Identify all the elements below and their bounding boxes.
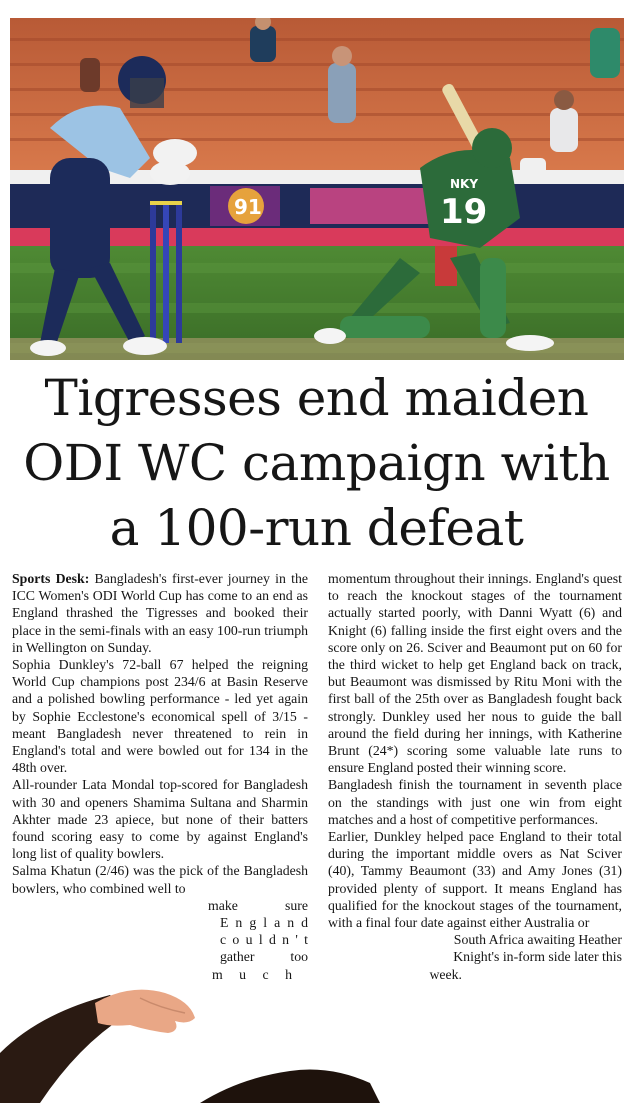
article-column-right bbox=[328, 570, 622, 983]
paragraph-2: Sophia Dunkley's 72-ball 67 helped the reigning World Cup champions post 234/6 at Basin Reserve and a polished bowling performance - led yet again by Sophie Ecclestone's economical spell of 3/15 - meant Bangladesh never threatened to rein in England's total and were bowled out for 134 in the 48th over. bbox=[12, 657, 308, 776]
paragraph-3: All-rounder Lata Mondal top-scored for Bangladesh with 30 and openers Shamima Sultana and Sharmin Akhter made 23 apiece, but none of their batters found scoring easy to come by against England's long list of quality bowlers. bbox=[12, 777, 308, 862]
wrap-line-5: m u c h bbox=[212, 966, 292, 982]
svg-text:19: 19 bbox=[440, 192, 488, 232]
dark-hand bbox=[200, 1070, 380, 1104]
paragraph-6: Bangladesh finish the tournament in seventh place on the standings with just one win from eight matches and a host of competitive performances. bbox=[328, 777, 622, 827]
paragraph-5: momentum throughout their innings. England's quest to reach the knockout stages of the tournament actually started poorly, with Danni Wyatt (6) and Knight (6) falling inside the first eight overs and the score only on 26. Sciver and Beaumont put on 60 for the third wicket to help get England back on track, but Beaumont was dismissed by Ritu Moni with the first ball of the 25th over as Bangladesh fought back strongly. Dunkley used her nous to guide the ball around the field during her innings, with Katherine Brunt (24*) scoring some valuable late runs to ensure England posted their winning score. bbox=[328, 571, 622, 776]
wrap-line-7: Knight's in-form side later this bbox=[453, 949, 622, 965]
wrap-line-6: South Africa awaiting Heather bbox=[453, 932, 622, 948]
headline bbox=[0, 366, 633, 561]
wrap-line-3: c o u l d n ' t bbox=[220, 932, 308, 948]
reaching-hands-illustration bbox=[0, 983, 633, 1103]
paragraph-1 bbox=[12, 570, 308, 656]
svg-text:91: 91 bbox=[234, 195, 262, 219]
article-column-left bbox=[12, 570, 308, 983]
headline-line-1: Tigresses end maiden bbox=[44, 369, 589, 427]
dateline: Sports Desk: bbox=[12, 571, 90, 586]
cricket-photo-illustration bbox=[10, 18, 624, 360]
headline-line-2: ODI WC campaign with bbox=[23, 434, 610, 492]
paragraph-1-text: Bangladesh's first-ever journey in the ICC Women's ODI World Cup has come to an end as England thrashed the Tigresses and booked their place in the semi-finals with an easy 100-run triumph in Wellington on Sunday. bbox=[12, 571, 308, 655]
hands-graphic bbox=[0, 983, 633, 1103]
wrap-line-8: week. bbox=[429, 966, 462, 982]
wrap-line-4: gather too bbox=[220, 949, 308, 965]
article-photo bbox=[10, 18, 624, 360]
svg-text:NKY: NKY bbox=[450, 177, 479, 191]
wrap-line-1: make sure bbox=[208, 897, 308, 913]
stumps bbox=[150, 201, 182, 343]
paragraph-7: Earlier, Dunkley helped pace England to their total during the important middle overs as Nat Sciver (40), Tammy Beaumont (33) and Amy Jones (31) provided plenty of support. It means England has qualified for the knockout stages of the tournament, with a final four date against either Australia or bbox=[328, 829, 622, 931]
paragraph-4: Salma Khatun (2/46) was the pick of the Bangladesh bowlers, who combined well to bbox=[12, 863, 308, 896]
headline-line-3: a 100-run defeat bbox=[109, 499, 524, 557]
wrap-line-2: E n g l a n d bbox=[220, 915, 308, 931]
